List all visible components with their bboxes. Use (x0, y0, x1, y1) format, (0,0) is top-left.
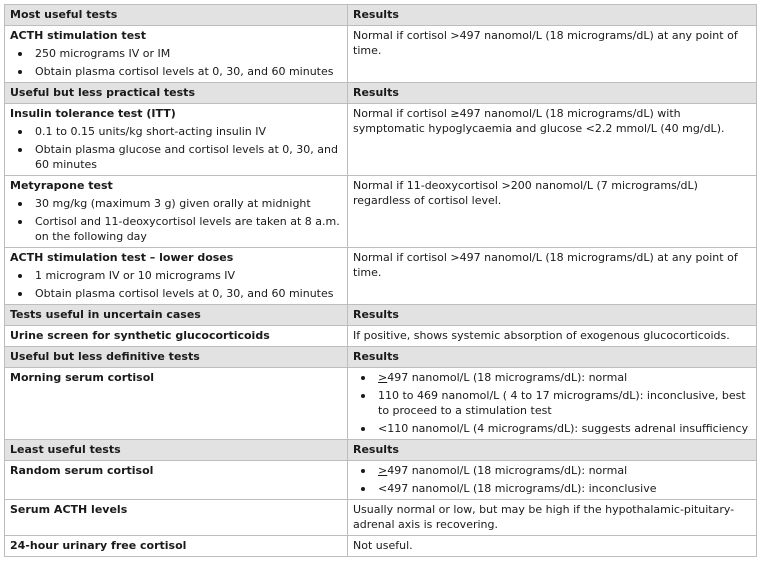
test-cell (5, 500, 348, 536)
ge-symbol: > (378, 371, 388, 384)
test-cell (5, 461, 348, 500)
test-cell (5, 368, 348, 440)
results-column-header: Results (348, 440, 757, 461)
section-header (5, 347, 757, 368)
adrenal-tests-table (4, 4, 757, 557)
test-cell (5, 536, 348, 557)
test-cell (5, 326, 348, 347)
result-list (353, 463, 751, 496)
result-cell (348, 461, 757, 500)
results-column-header: Results (348, 347, 757, 368)
list-item: 30 mg/kg (maximum 3 g) given orally at midnight (35, 196, 342, 211)
list-item: Cortisol and 11-deoxycortisol levels are taken at 8 a.m. on the following day (35, 214, 342, 244)
section-title: Useful but less definitive tests (5, 347, 348, 368)
result-text: 497 nanomol/L (18 micrograms/dL): normal (387, 464, 628, 477)
section-header (5, 5, 757, 26)
list-item: 110 to 469 nanomol/L ( 4 to 17 micrograms/dL): inconclusive, best to proceed to a stimulation test (378, 388, 751, 418)
test-details (10, 124, 342, 172)
test-name: 24-hour urinary free cortisol (10, 539, 187, 552)
list-item: <497 nanomol/L (18 micrograms/dL): inconclusive (378, 481, 751, 496)
section-header (5, 83, 757, 104)
result-list (353, 370, 751, 436)
table-row (5, 248, 757, 305)
table-row (5, 368, 757, 440)
test-name: Random serum cortisol (10, 464, 154, 477)
result-cell: Normal if 11-deoxycortisol >200 nanomol/L (7 micrograms/dL) regardless of cortisol level. (348, 176, 757, 248)
table-row (5, 26, 757, 83)
test-details (10, 196, 342, 244)
ge-symbol: > (378, 464, 388, 477)
result-cell (348, 368, 757, 440)
test-cell (5, 176, 348, 248)
table-row (5, 176, 757, 248)
test-cell (5, 104, 348, 176)
results-column-header: Results (348, 83, 757, 104)
section-title: Most useful tests (5, 5, 348, 26)
result-cell: Normal if cortisol ≥497 nanomol/L (18 micrograms/dL) with symptomatic hypoglycaemia and glucose <2.2 mmol/L (40 mg/dL). (348, 104, 757, 176)
section-title: Least useful tests (5, 440, 348, 461)
section-header (5, 440, 757, 461)
results-column-header: Results (348, 305, 757, 326)
section-header (5, 305, 757, 326)
test-details (10, 46, 342, 79)
test-cell (5, 26, 348, 83)
test-name: Metyrapone test (10, 179, 113, 192)
list-item (378, 463, 751, 478)
table-row (5, 500, 757, 536)
result-cell: Normal if cortisol >497 nanomol/L (18 micrograms/dL) at any point of time. (348, 248, 757, 305)
table-row (5, 461, 757, 500)
test-name: Morning serum cortisol (10, 371, 155, 384)
list-item: 250 micrograms IV or IM (35, 46, 342, 61)
result-cell: Not useful. (348, 536, 757, 557)
table-row (5, 536, 757, 557)
list-item: <110 nanomol/L (4 micrograms/dL): suggests adrenal insufficiency (378, 421, 751, 436)
test-name: Serum ACTH levels (10, 503, 128, 516)
result-cell: Normal if cortisol >497 nanomol/L (18 micrograms/dL) at any point of time. (348, 26, 757, 83)
table-row (5, 104, 757, 176)
section-title: Useful but less practical tests (5, 83, 348, 104)
list-item: 1 microgram IV or 10 micrograms IV (35, 268, 342, 283)
list-item: 0.1 to 0.15 units/kg short-acting insulin IV (35, 124, 342, 139)
test-cell (5, 248, 348, 305)
test-name: ACTH stimulation test (10, 29, 146, 42)
test-name: Insulin tolerance test (ITT) (10, 107, 176, 120)
section-title: Tests useful in uncertain cases (5, 305, 348, 326)
result-cell: Usually normal or low, but may be high if the hypothalamic-pituitary-adrenal axis is recovering. (348, 500, 757, 536)
result-text: 497 nanomol/L (18 micrograms/dL): normal (387, 371, 628, 384)
test-name: ACTH stimulation test – lower doses (10, 251, 234, 264)
list-item: Obtain plasma cortisol levels at 0, 30, and 60 minutes (35, 286, 342, 301)
results-column-header: Results (348, 5, 757, 26)
table-row (5, 326, 757, 347)
list-item: Obtain plasma cortisol levels at 0, 30, and 60 minutes (35, 64, 342, 79)
list-item (378, 370, 751, 385)
test-details (10, 268, 342, 301)
result-cell: If positive, shows systemic absorption of exogenous glucocorticoids. (348, 326, 757, 347)
test-name: Urine screen for synthetic glucocorticoids (10, 329, 270, 342)
list-item: Obtain plasma glucose and cortisol levels at 0, 30, and 60 minutes (35, 142, 342, 172)
